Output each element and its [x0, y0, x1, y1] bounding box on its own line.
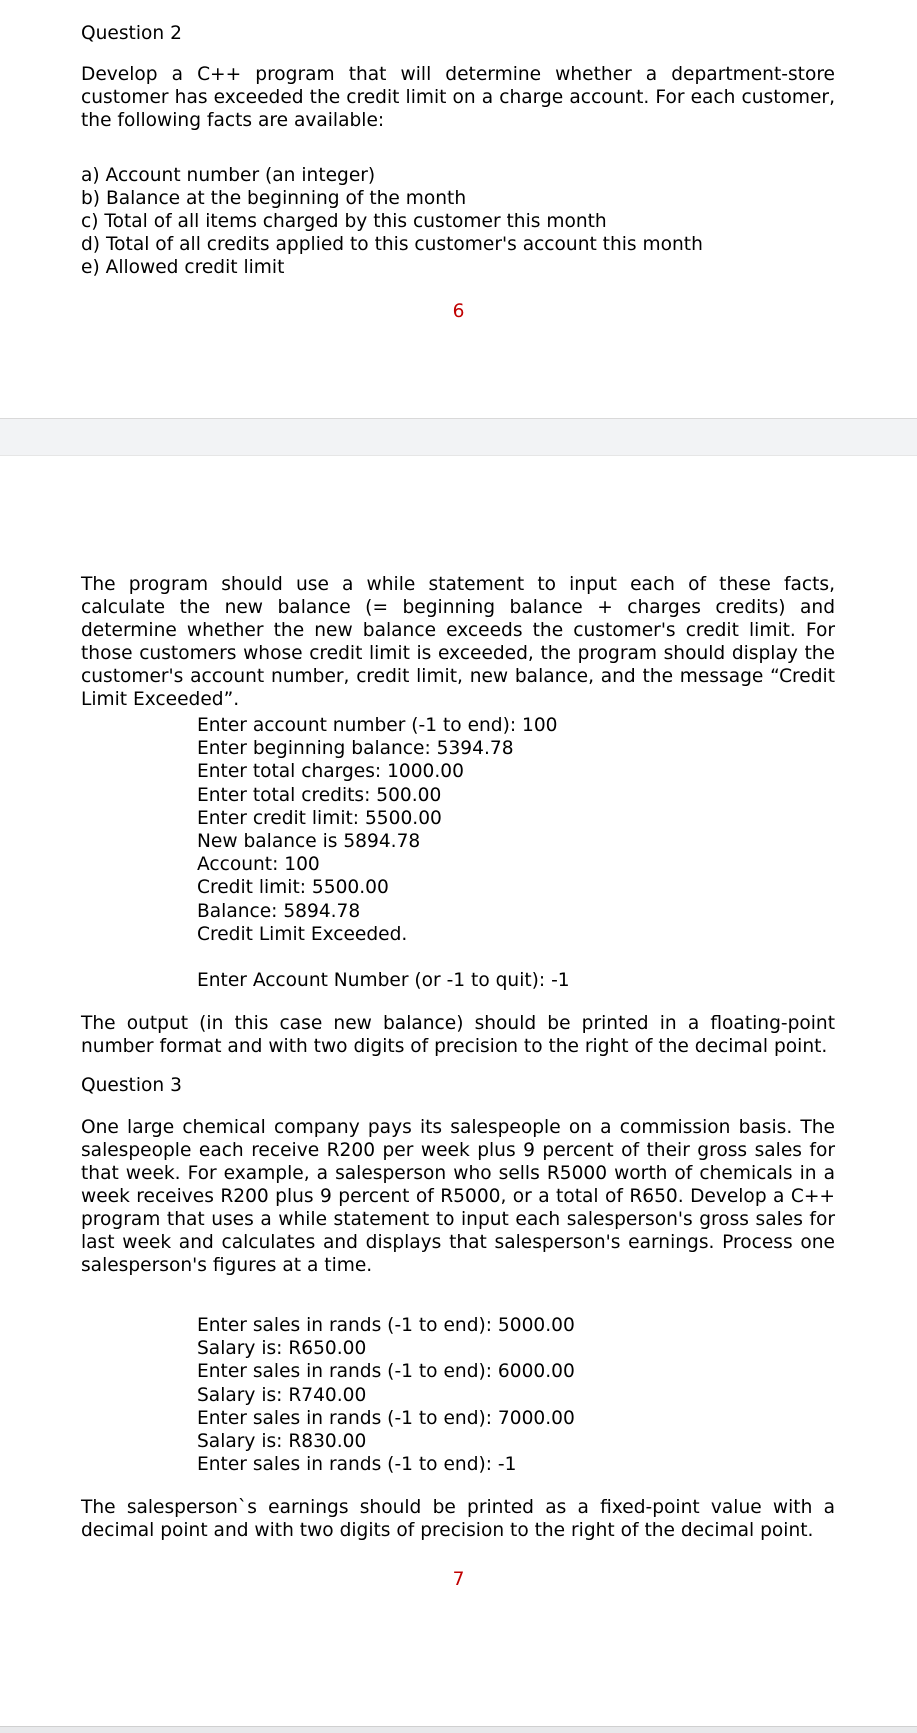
sample-line: Salary is: R650.00	[197, 1338, 367, 1360]
question-2-heading: Question 2	[81, 23, 182, 44]
question-3-description: One large chemical company pays its salespeople on a commission basis. The salespeople each receive R200 per week plus 9 percent of their gross sales for that week. For example, a salesperson who sells R5000 worth of chemicals in a week receives R200 plus 9 percent of R5000, or a total of R650. Develop a C++ program that uses a while statement to input each salesperson's gross sales for last week and calculates and displays that salesperson's earnings. Process one salesperson's figures at a time.	[81, 1117, 835, 1276]
sample-line: Enter account number (-1 to end): 100	[197, 715, 558, 736]
sample-line: Credit limit: 5500.00	[197, 877, 389, 899]
sample-line: Enter sales in rands (-1 to end): 5000.00	[197, 1315, 575, 1336]
page-bottom-edge	[0, 1726, 917, 1733]
sample-line: Salary is: R830.00	[197, 1431, 367, 1453]
sample-line: Credit Limit Exceeded.	[197, 923, 408, 945]
page-number: 7	[452, 1569, 465, 1590]
sample-line: Enter sales in rands (-1 to end): 6000.00	[197, 1361, 575, 1383]
sample-line: Enter credit limit: 5500.00	[197, 807, 442, 829]
question-3-output-note: The salesperson`s earnings should be printed as a fixed-point value with a decimal point and with two digits of precision to the right of the decimal point.	[81, 1497, 835, 1541]
sample-line: Account: 100	[197, 854, 320, 876]
document-page-6	[0, 0, 917, 418]
sample-line: Enter sales in rands (-1 to end): 7000.00	[197, 1407, 575, 1429]
facts-list	[81, 164, 835, 279]
question-3-heading: Question 3	[81, 1075, 182, 1096]
sample-line: Balance: 5894.78	[197, 900, 361, 922]
list-item: a) Account number (an integer)	[81, 165, 376, 186]
list-item: d) Total of all credits applied to this customer's account this month	[81, 234, 703, 255]
question-2-description: The program should use a while statement to input each of these facts, calculate the new balance (= beginning balance + charges credits) and determine whether the new balance exceeds the customer's credit limit. For those customers whose credit limit is exceeded, the program should display the customer's account number, credit limit, new balance, and the message “Credit Limit Exceeded”.	[81, 574, 835, 710]
list-item: b) Balance at the beginning of the month	[81, 188, 467, 209]
sample-line: Enter total credits: 500.00	[197, 784, 442, 806]
list-item: e) Allowed credit limit	[81, 257, 285, 278]
page-separator	[0, 418, 917, 456]
q2-sample-output	[197, 714, 558, 946]
question-2-intro: Develop a C++ program that will determine whether a department-store customer has exceeded the credit limit on a charge account. For each customer, the following facts are available:	[81, 64, 835, 131]
q2-sample-end-line: Enter Account Number (or -1 to quit): -1	[197, 970, 570, 991]
sample-line: New balance is 5894.78	[197, 831, 421, 853]
sample-line: Enter beginning balance: 5394.78	[197, 738, 514, 760]
sample-line: Salary is: R740.00	[197, 1384, 367, 1406]
question-2-output-note: The output (in this case new balance) should be printed in a floating-point number format and with two digits of precision to the right of the decimal point.	[81, 1013, 835, 1057]
list-item: c) Total of all items charged by this customer this month	[81, 211, 607, 232]
document-page-7	[0, 456, 917, 1726]
sample-line: Enter total charges: 1000.00	[197, 761, 464, 783]
page-number: 6	[452, 301, 465, 322]
sample-line: Enter sales in rands (-1 to end): -1	[197, 1454, 517, 1476]
q3-sample-output	[197, 1314, 575, 1476]
